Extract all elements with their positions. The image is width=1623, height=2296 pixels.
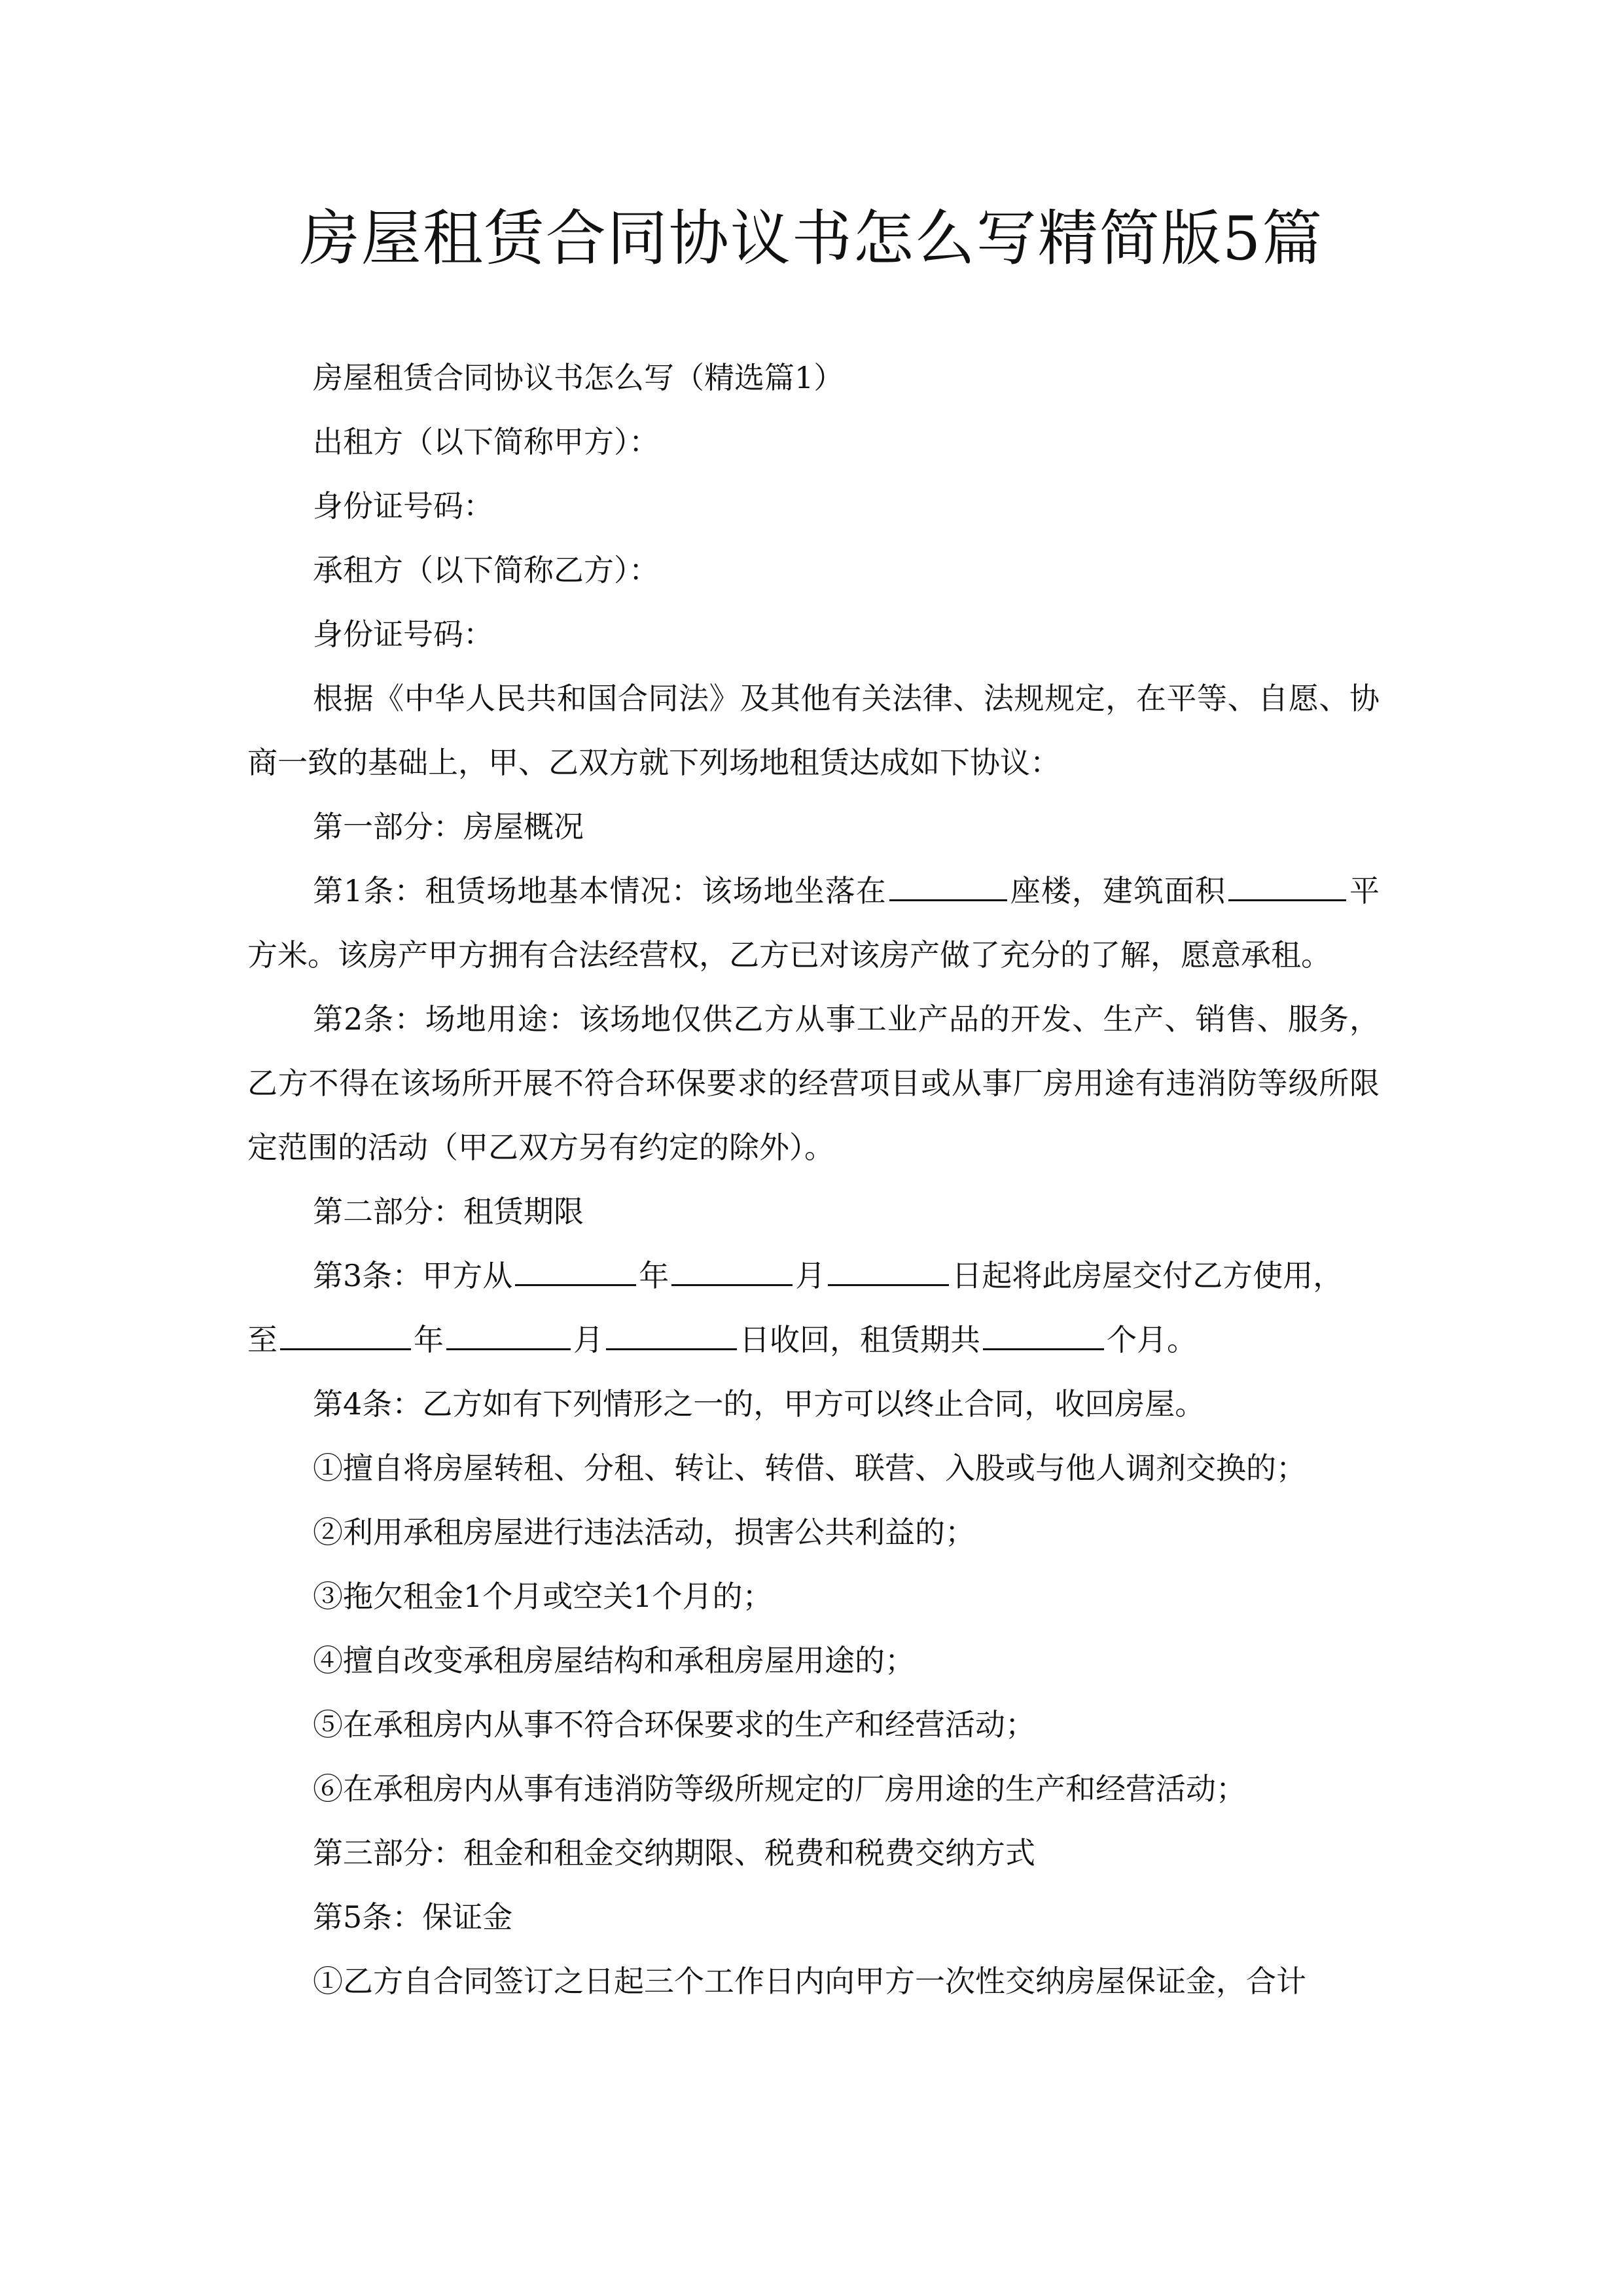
start-year-blank [515, 1258, 636, 1286]
lessor-id-label: 身份证号码： [313, 488, 493, 524]
article-1-text-b: 座楼，建筑面积 [1009, 873, 1226, 908]
location-blank [889, 873, 1007, 901]
article-3-text-e: 至 [247, 1322, 277, 1357]
end-year-blank [280, 1322, 411, 1350]
termination-item-1: ①擅自将房屋转租、分租、转让、转借、联营、入股或与他人调剂交换的； [313, 1450, 1306, 1486]
part-2-heading: 第二部分：租赁期限 [313, 1194, 584, 1229]
termination-item-3: ③拖欠租金1个月或空关1个月的； [313, 1579, 773, 1614]
article-5: 第5条：保证金 [313, 1899, 513, 1935]
article-1-text-a: 第1条：租赁场地基本情况：该场地坐落在 [313, 873, 887, 908]
section-heading-1: 房屋租赁合同协议书怎么写（精选篇1） [313, 360, 844, 395]
article-3-line-1 [247, 1244, 1380, 1308]
area-blank [1228, 873, 1346, 901]
term-months-blank [983, 1322, 1104, 1350]
end-year-label: 年 [414, 1322, 444, 1357]
article-1-text-c: 平方米。该房产甲方拥有合法经营权，乙方已对该房产做了充分的了解，愿意承租。 [247, 873, 1380, 973]
document-title: 房屋租赁合同协议书怎么写精简版5篇 [299, 204, 1324, 274]
lessor-label: 出租方（以下简称甲方）： [313, 424, 659, 459]
year-label: 年 [639, 1258, 669, 1293]
document-body [247, 346, 1380, 2013]
lessee-label: 承租方（以下简称乙方）： [313, 552, 659, 588]
article-1 [247, 859, 1380, 987]
preamble-paragraph: 根据《中华人民共和国合同法》及其他有关法律、法规规定，在平等、自愿、协商一致的基础上，甲、乙双方就下列场地租赁达成如下协议： [247, 681, 1380, 780]
article-3-text-a: 第3条：甲方从 [313, 1258, 513, 1293]
article-3-line-2 [247, 1308, 1380, 1372]
deposit-item-1: ①乙方自合同签订之日起三个工作日内向甲方一次性交纳房屋保证金，合计 [313, 1964, 1306, 1999]
article-3-text-h: 日收回，租赁期共 [740, 1322, 980, 1357]
termination-item-2: ②利用承租房屋进行违法活动，损害公共利益的； [313, 1515, 975, 1550]
article-2: 第2条：场地用途：该场地仅供乙方从事工业产品的开发、生产、销售、服务，乙方不得在该场所开展不符合环保要求的经营项目或从事厂房用途有违消防等级所限定范围的活动（甲乙双方另有约定的除外）。 [247, 1001, 1380, 1165]
start-day-blank [828, 1258, 949, 1286]
end-month-blank [446, 1322, 571, 1350]
article-4: 第4条：乙方如有下列情形之一的，甲方可以终止合同，收回房屋。 [313, 1386, 1205, 1422]
lessee-id-label: 身份证号码： [313, 617, 493, 652]
start-month-blank [671, 1258, 793, 1286]
termination-item-6: ⑥在承租房内从事有违消防等级所规定的厂房用途的生产和经营活动； [313, 1771, 1246, 1806]
end-day-blank [606, 1322, 737, 1350]
article-3-text-i: 个月。 [1107, 1322, 1197, 1357]
article-3-text-d: 日起将此房屋交付乙方使用， [952, 1258, 1344, 1293]
termination-item-4: ④擅自改变承租房屋结构和承租房屋用途的； [313, 1643, 915, 1678]
part-1-heading: 第一部分：房屋概况 [313, 809, 584, 844]
month-label: 月 [795, 1258, 826, 1293]
termination-item-5: ⑤在承租房内从事不符合环保要求的生产和经营活动； [313, 1707, 1035, 1742]
end-month-label: 月 [573, 1322, 603, 1357]
part-3-heading: 第三部分：租金和租金交纳期限、税费和税费交纳方式 [313, 1835, 1035, 1871]
